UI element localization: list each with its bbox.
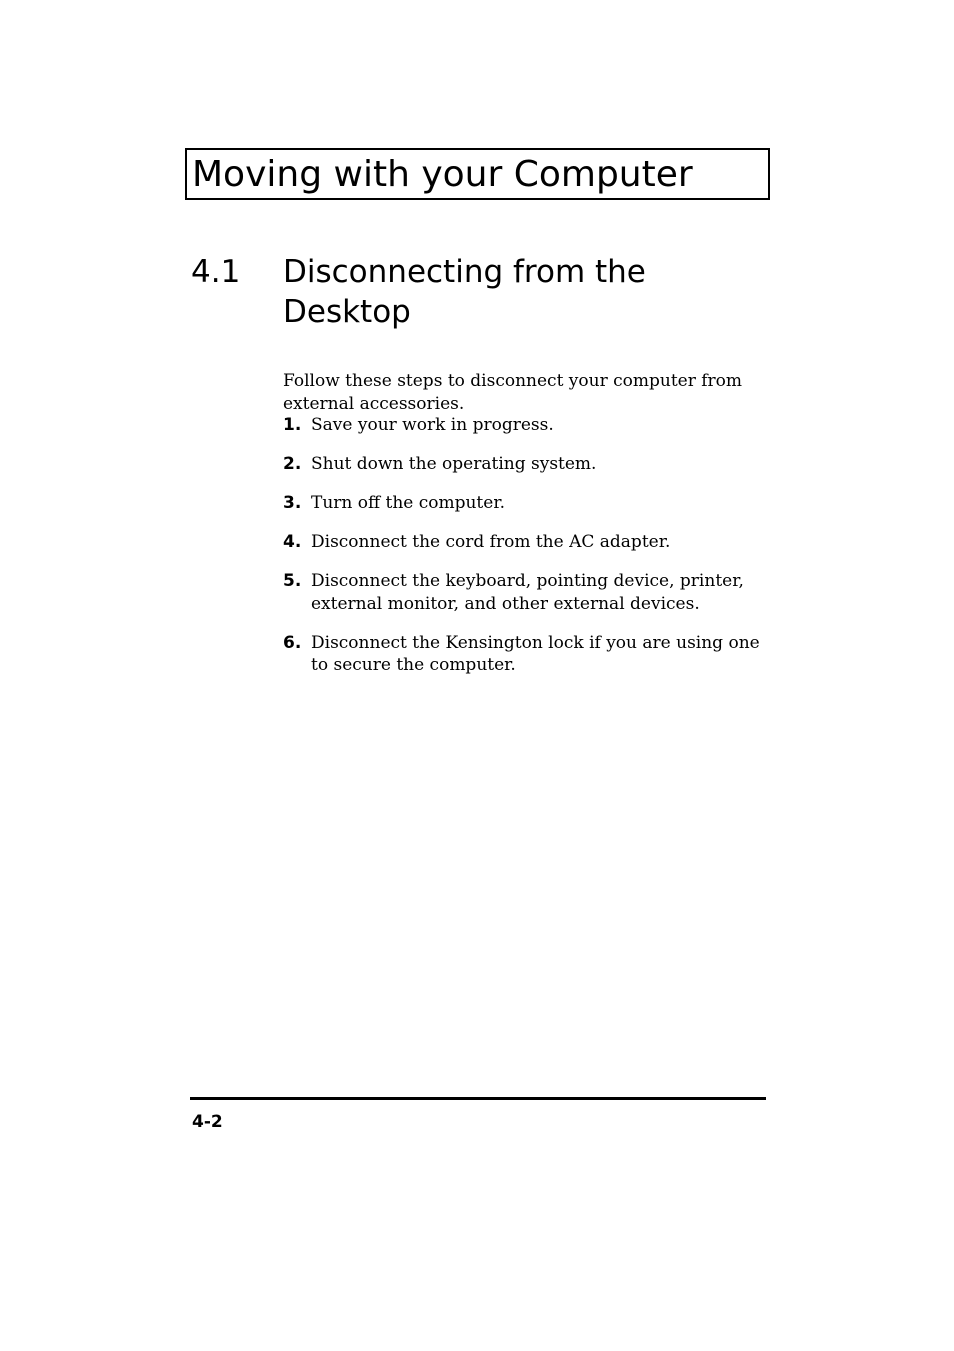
step-number: 2.	[283, 454, 302, 474]
step-number: 3.	[283, 493, 302, 513]
page-number: 4-2	[192, 1112, 223, 1132]
step-item	[283, 570, 773, 615]
step-number: 6.	[283, 632, 302, 653]
step-item	[283, 453, 773, 476]
step-text: Disconnect the Kensington lock if you are using one to secure the computer.	[311, 632, 760, 675]
step-item	[283, 414, 773, 437]
step-number: 5.	[283, 571, 302, 591]
chapter-title-box	[185, 148, 770, 200]
section-title: Disconnecting from the Desktop	[283, 254, 646, 330]
step-item	[283, 632, 773, 677]
step-text: Shut down the operating system.	[311, 454, 597, 474]
step-item	[283, 492, 773, 515]
step-text: Save your work in progress.	[311, 415, 554, 435]
section-number: 4.1	[191, 254, 241, 290]
step-item	[283, 531, 773, 554]
chapter-title: Moving with your Computer	[192, 154, 693, 195]
step-text: Disconnect the keyboard, pointing device, printer, external monitor, and other external devices.	[311, 571, 744, 614]
step-number: 1.	[283, 415, 302, 435]
intro-paragraph: Follow these steps to disconnect your computer from external accessories.	[283, 371, 743, 414]
step-text: Disconnect the cord from the AC adapter.	[311, 532, 671, 552]
footer-rule	[190, 1097, 766, 1100]
steps-list	[283, 414, 773, 693]
step-number: 4.	[283, 532, 302, 552]
step-text: Turn off the computer.	[311, 493, 505, 513]
